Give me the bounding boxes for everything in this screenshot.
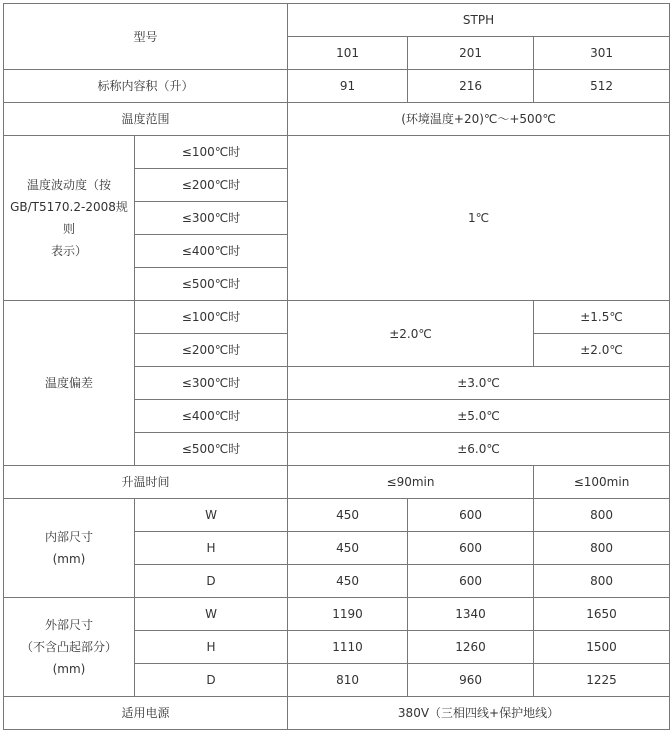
- deviation-condition: ≤500℃时: [135, 433, 288, 466]
- external-dim: H: [135, 631, 288, 664]
- external-value: 1225: [534, 664, 670, 697]
- power-value: 380V（三相四线+保护地线）: [288, 697, 670, 730]
- model-301-cell: 301: [534, 37, 670, 70]
- internal-row: [4, 499, 670, 532]
- volume-201: 216: [408, 70, 534, 103]
- model-201-cell: 201: [408, 37, 534, 70]
- internal-value: 800: [534, 532, 670, 565]
- temp-range-label: 温度范围: [4, 103, 288, 136]
- fluctuation-condition: ≤200℃时: [135, 169, 288, 202]
- temp-range-row: [4, 103, 670, 136]
- internal-value: 450: [288, 499, 408, 532]
- fluctuation-value: 1℃: [288, 136, 670, 301]
- volume-301: 512: [534, 70, 670, 103]
- external-value: 1500: [534, 631, 670, 664]
- deviation-condition: ≤300℃时: [135, 367, 288, 400]
- external-value: 1340: [408, 598, 534, 631]
- external-label: [4, 598, 135, 697]
- external-value: 960: [408, 664, 534, 697]
- deviation-300-value: ±3.0℃: [288, 367, 670, 400]
- fluctuation-label: [4, 136, 135, 301]
- deviation-301-100-value: ±1.5℃: [534, 301, 670, 334]
- fluctuation-label-line: GB/T5170.2-2008规则: [10, 200, 128, 236]
- external-value: 1110: [288, 631, 408, 664]
- deviation-condition: ≤100℃时: [135, 301, 288, 334]
- power-label: 适用电源: [4, 697, 288, 730]
- volume-label: 标称内容积（升）: [4, 70, 288, 103]
- external-value: 1190: [288, 598, 408, 631]
- heating-301-value: ≤100min: [534, 466, 670, 499]
- power-row: [4, 697, 670, 730]
- external-label-line: (mm): [52, 662, 86, 676]
- external-value: 1260: [408, 631, 534, 664]
- heating-row: [4, 466, 670, 499]
- model-101-cell: 101: [288, 37, 408, 70]
- internal-dim: H: [135, 532, 288, 565]
- volume-row: [4, 70, 670, 103]
- fluctuation-label-line: 温度波动度（按: [26, 178, 111, 192]
- fluctuation-condition: ≤100℃时: [135, 136, 288, 169]
- fluctuation-condition: ≤500℃时: [135, 268, 288, 301]
- deviation-condition: ≤200℃时: [135, 334, 288, 367]
- model-label-cell: 型号: [4, 4, 288, 70]
- internal-dim: W: [135, 499, 288, 532]
- deviation-row: [4, 301, 670, 334]
- internal-label-line: (mm): [52, 552, 86, 566]
- deviation-301-200-value: ±2.0℃: [534, 334, 670, 367]
- external-label-line: （不含凸起部分）: [20, 640, 117, 654]
- internal-dim: D: [135, 565, 288, 598]
- fluctuation-condition: ≤400℃时: [135, 235, 288, 268]
- internal-label: [4, 499, 135, 598]
- header-row-series: [4, 4, 670, 37]
- external-value: 1650: [534, 598, 670, 631]
- external-label-line: 外部尺寸: [44, 618, 93, 632]
- deviation-400-value: ±5.0℃: [288, 400, 670, 433]
- internal-label-line: 内部尺寸: [44, 530, 93, 544]
- internal-value: 450: [288, 565, 408, 598]
- heating-label: 升温时间: [4, 466, 288, 499]
- fluctuation-row: [4, 136, 670, 169]
- deviation-101-201-value: ±2.0℃: [288, 301, 534, 367]
- external-dim: W: [135, 598, 288, 631]
- series-cell: STPH: [288, 4, 670, 37]
- fluctuation-condition: ≤300℃时: [135, 202, 288, 235]
- spec-table: [3, 3, 670, 730]
- internal-value: 800: [534, 499, 670, 532]
- volume-101: 91: [288, 70, 408, 103]
- internal-value: 800: [534, 565, 670, 598]
- internal-value: 600: [408, 499, 534, 532]
- temp-range-value: (环境温度+20)℃～+500℃: [288, 103, 670, 136]
- external-dim: D: [135, 664, 288, 697]
- external-row: [4, 598, 670, 631]
- internal-value: 600: [408, 565, 534, 598]
- external-value: 810: [288, 664, 408, 697]
- deviation-label: 温度偏差: [4, 301, 135, 466]
- fluctuation-label-line: 表示）: [50, 244, 87, 258]
- heating-101-201-value: ≤90min: [288, 466, 534, 499]
- internal-value: 600: [408, 532, 534, 565]
- deviation-condition: ≤400℃时: [135, 400, 288, 433]
- deviation-500-value: ±6.0℃: [288, 433, 670, 466]
- internal-value: 450: [288, 532, 408, 565]
